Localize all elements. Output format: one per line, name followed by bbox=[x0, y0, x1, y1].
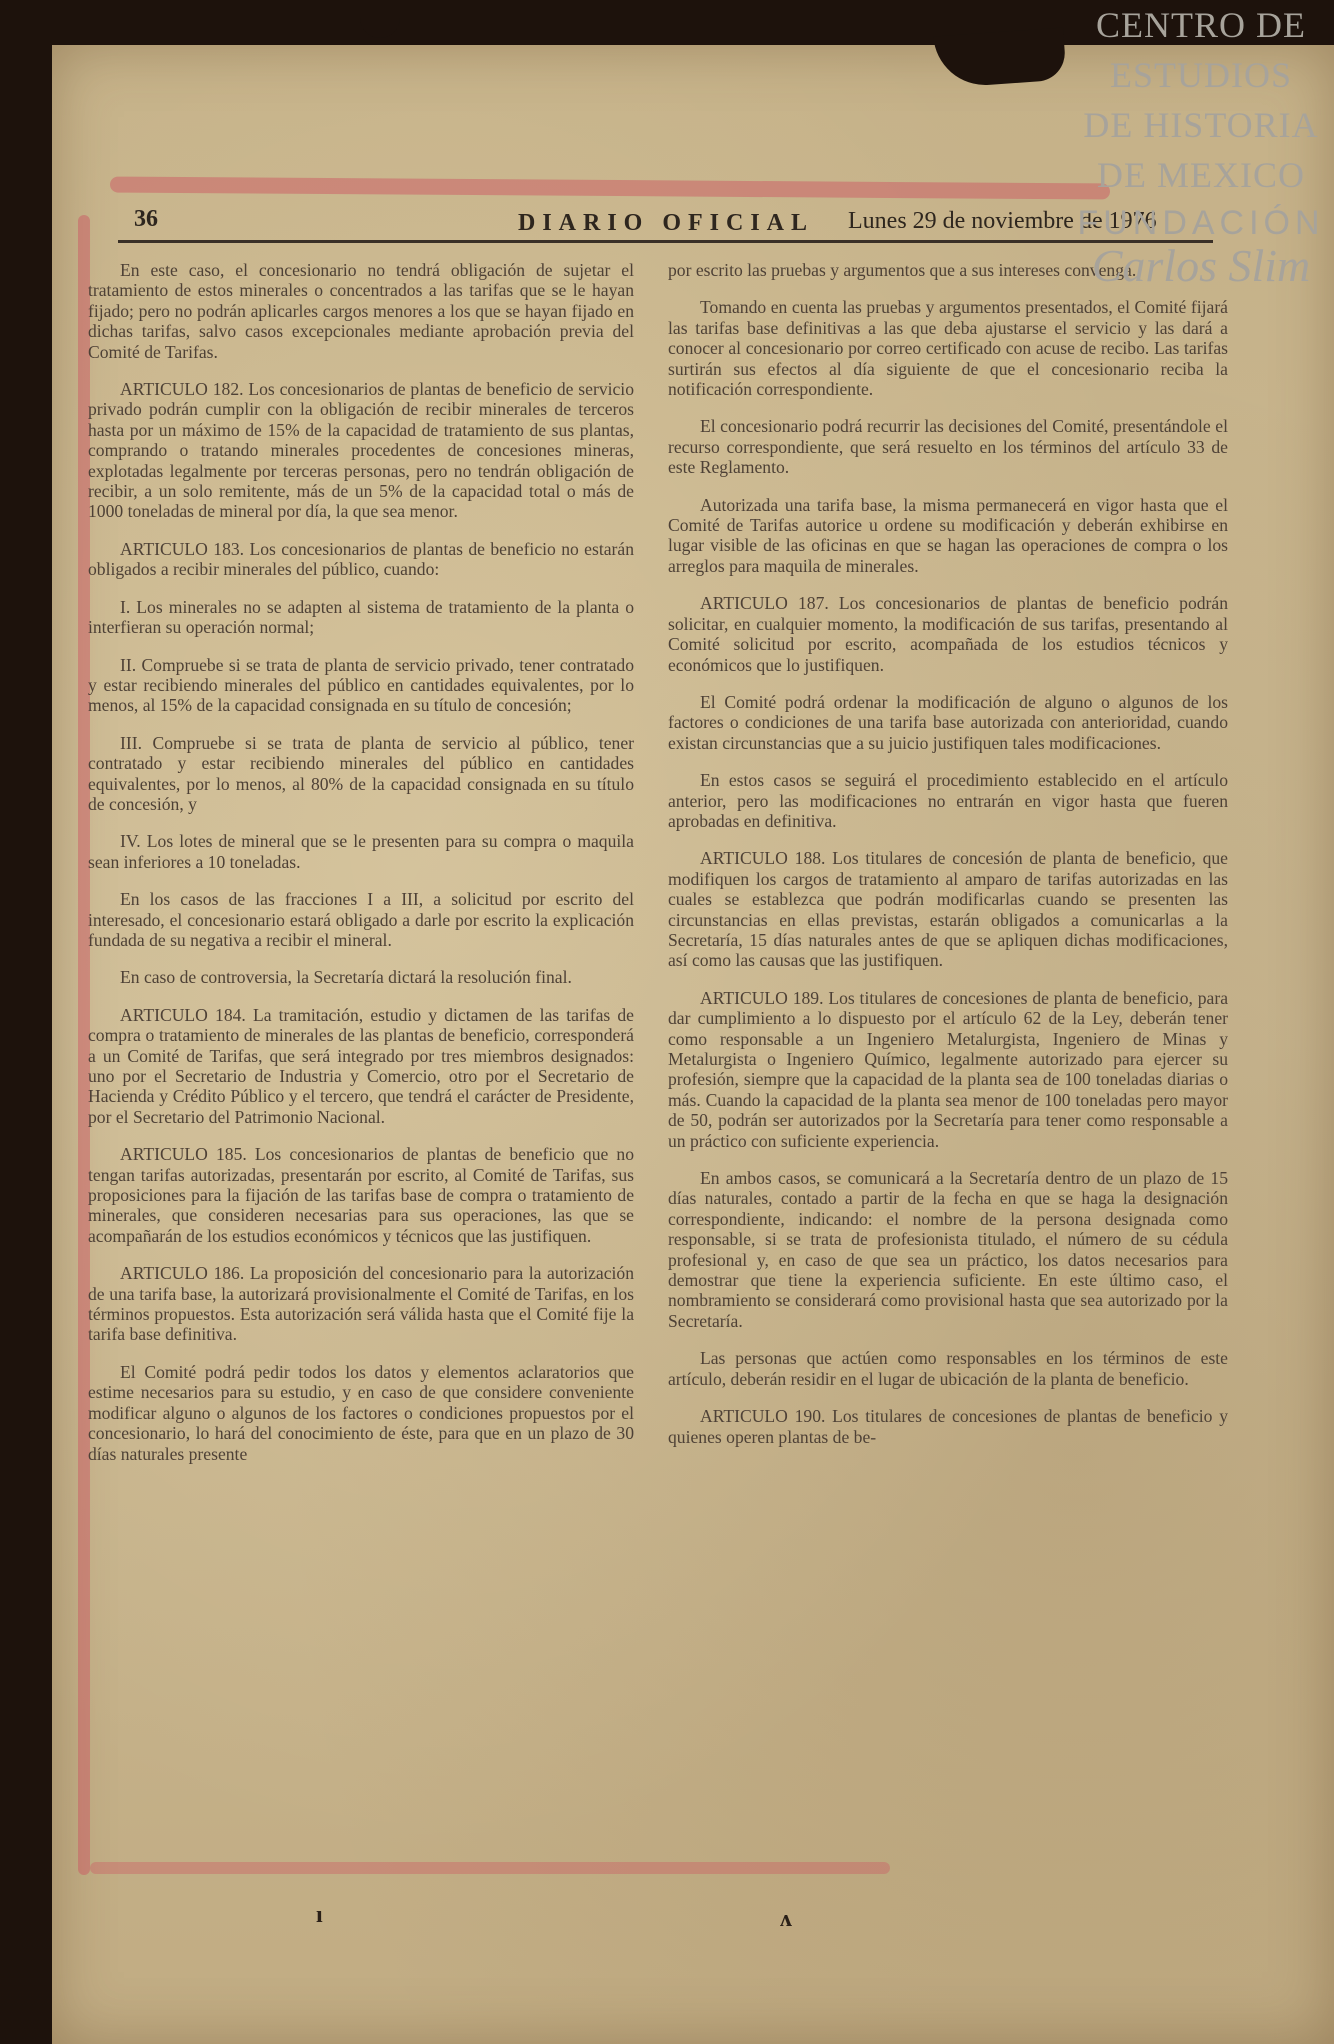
article-184: ARTICULO 184. La tramitación, estudio y dictamen de las tarifas de compra o tratamiento de minerales de las plantas de beneficio, corresponderá a un Comité de Tarifas, que será integrado por tres miembros designados: uno por el Secretario de Industria y Comercio, otro por el Secretario de Hacienda y Crédito Público y el tercero, que tendrá el carácter de Presidente, por el Secretario del Patrimonio Nacional. bbox=[88, 1004, 634, 1127]
paragraph: En los casos de las fracciones I a III, a solicitud por escrito del interesado, el concesionario estará obligado a darle por escrito la explicación fundada de su negativa a recibir el mineral. bbox=[88, 889, 634, 950]
page-number: 36 bbox=[134, 206, 158, 232]
watermark-line: DE HISTORIA bbox=[1083, 105, 1319, 145]
right-column bbox=[668, 260, 1228, 1464]
page-header bbox=[118, 200, 1213, 243]
fraction-iii: III. Compruebe si se trata de planta de servicio al público, tener contratado y estar recibiendo minerales del público en cantidades equivalentes, por lo menos, al 80% de la capacidad consignada en su título de concesión, y bbox=[88, 732, 634, 814]
fraction-i: I. Los minerales no se adapten al sistema de tratamiento de la planta o interfieran su operación normal; bbox=[88, 596, 634, 638]
paragraph: El Comité podrá ordenar la modificación de alguno o algunos de los factores o condiciones de una tarifa base autorizada con anterioridad, cuando existan circunstancias que a su juicio justifiquen tales modificaciones. bbox=[668, 691, 1228, 753]
paragraph: En estos casos se seguirá el procedimiento establecido en el artículo anterior, pero las modificaciones no entrarán en vigor hasta que fueren aprobadas en definitiva. bbox=[668, 770, 1228, 831]
tick-mark: ʌ bbox=[780, 1906, 792, 1932]
red-pencil-mark-bottom bbox=[90, 1862, 890, 1874]
article-188: ARTICULO 188. Los titulares de concesión de planta de beneficio, que modifiquen los cargos de tratamiento al amparo de tarifas autorizadas en las cuales se establezca que podrán modificarlas cuando se presenten las circunstancias en ellas previstas, estarán obligados a comunicarlas a la Secretaría, 15 días naturales antes de que se apliquen dichas modificaciones, así como las causas que las justifiquen. bbox=[668, 848, 1228, 971]
paragraph: En ambos casos, se comunicará a la Secretaría dentro de un plazo de 15 días naturales, contado a partir de la fecha en que se haga la designación correspondiente, indicando: el nombre de la persona designada como responsable, si se trata de profesionista titulado, el número de su cédula profesional y, en caso de que sea un práctico, los datos necesarios para demostrar que tiene la experiencia suficiente. En este último caso, el nombramiento se considerará como provisional hasta que sea autorizado por la Secretaría. bbox=[668, 1168, 1228, 1331]
paragraph-continued: por escrito las pruebas y argumentos que a sus intereses convenga. bbox=[668, 260, 1137, 280]
watermark-foundation: FUNDACIÓN bbox=[1077, 204, 1325, 242]
watermark-signature: Carlos Slim bbox=[1091, 240, 1311, 291]
fraction-iv: IV. Los lotes de mineral que se le presenten para su compra o maquila sean inferiores a 10 toneladas. bbox=[88, 831, 634, 872]
paragraph: Las personas que actúen como responsables en los términos de este artículo, deberán residir en el lugar de ubicación de la planta de beneficio. bbox=[668, 1348, 1228, 1389]
journal-title: DIARIO OFICIAL bbox=[518, 210, 815, 236]
paragraph: En caso de controversia, la Secretaría dictará la resolución final. bbox=[120, 967, 572, 988]
tick-mark: ı bbox=[316, 1902, 323, 1928]
paragraph: El Comité podrá pedir todos los datos y elementos aclaratorios que estime necesarios para su estudio, y en caso de que considere conveniente modificar alguno o algunos de los factores o condiciones propuestos por el concesionario, lo hará del conocimiento de éste, para que en un plazo de 30 días naturales presente bbox=[88, 1361, 634, 1464]
article-182: ARTICULO 182. Los concesionarios de plantas de beneficio de servicio privado podrán cumplir con la obligación de recibir minerales de terceros hasta por un máximo de 15% de la capacidad de tratamiento de sus plantas, comprando o tratando minerales procedentes de concesiones mineras, explotadas legalmente por terceras personas, pero no tendrán obligación de recibir, a un solo remitente, más de un 5% de la capacidad total o más de 1000 toneladas de mineral por día, la que sea menor. bbox=[88, 379, 634, 522]
torn-notch bbox=[360, 0, 400, 38]
article-189: ARTICULO 189. Los titulares de concesiones de planta de beneficio, para dar cumplimiento a lo dispuesto por el artículo 62 de la Ley, deberán tener como responsable a un Ingeniero Metalurgista, Ingeniero de Minas y Metalurgista o Ingeniero Químico, legalmente autorizado para ejercer su profesión, siempre que la capacidad de la planta sea de 100 toneladas diarias o más. Cuando la capacidad de la planta sea menor de 100 toneladas pero mayor de 50, podrán ser autorizados por la Secretaría para tener como responsable a un práctico con suficiente experiencia. bbox=[668, 987, 1228, 1151]
paragraph: En este caso, el concesionario no tendrá obligación de sujetar el tratamiento de estos minerales o concentrados a las tarifas que se le hayan fijado; pero no podrán aplicarles cargos menores a los que se hayan fijado en dichas tarifas, salvo casos excepcionales mediante aprobación previa del Comité de Tarifas. bbox=[88, 260, 634, 362]
article-185: ARTICULO 185. Los concesionarios de plantas de beneficio que no tengan tarifas autorizadas, presentarán por escrito, al Comité de Tarifas, sus proposiciones para la fijación de las tarifas base de compra o tratamiento de minerales, que consideren necesarias para sus operaciones, las que se acompañarán de los estudios económicos y técnicos que las justifiquen. bbox=[88, 1144, 634, 1246]
article-187: ARTICULO 187. Los concesionarios de plantas de beneficio podrán solicitar, en cualquier momento, la modificación de sus tarifas, presentando al Comité solicitud por escrito, acompañada de los estudios técnicos y económicos que lo justifiquen. bbox=[668, 593, 1228, 675]
fraction-ii: II. Compruebe si se trata de planta de servicio privado, tener contratado y estar recibiendo minerales del público en cantidades equivalentes, por lo menos, al 15% de la capacidad consignada en su título de concesión; bbox=[88, 654, 634, 716]
paragraph: El concesionario podrá recurrir las decisiones del Comité, presentándole el recurso correspondiente, que será resuelto en los términos del artículo 33 de este Reglamento. bbox=[668, 416, 1228, 478]
left-column bbox=[88, 260, 634, 1481]
publication-date: Lunes 29 de noviembre de 1976 bbox=[848, 208, 1157, 234]
watermark-line: ESTUDIOS bbox=[1109, 55, 1292, 95]
article-190: ARTICULO 190. Los titulares de concesiones de plantas de beneficio y quienes operen plantas de be- bbox=[668, 1406, 1228, 1447]
paragraph: Autorizada una tarifa base, la misma permanecerá en vigor hasta que el Comité de Tarifas autorice u ordene su modificación y deberán exhibirse en lugar visible de las oficinas en que se hagan las operaciones de compra o los arreglos para maquila de minerales. bbox=[668, 494, 1228, 576]
paragraph: Tomando en cuenta las pruebas y argumentos presentados, el Comité fijará las tarifas base definitivas a las que deba ajustarse el servicio y las dará a conocer al concesionario por correo certificado con acuse de recibo. Las tarifas surtirán sus efectos al día siguiente de que el concesionario reciba la notificación correspondiente. bbox=[668, 297, 1228, 400]
watermark-line: CENTRO DE bbox=[1096, 5, 1306, 45]
article-186: ARTICULO 186. La proposición del concesionario para la autorización de una tarifa base, la autorizará provisionalmente el Comité de Tarifas, en los términos propuestos. Esta autorización será válida hasta que el Comité fije la tarifa base definitiva. bbox=[88, 1263, 634, 1345]
article-183: ARTICULO 183. Los concesionarios de plantas de beneficio no estarán obligados a recibir minerales del público, cuando: bbox=[88, 538, 634, 580]
archive-watermark bbox=[1068, 0, 1334, 340]
watermark-line: DE MEXICO bbox=[1097, 155, 1305, 195]
